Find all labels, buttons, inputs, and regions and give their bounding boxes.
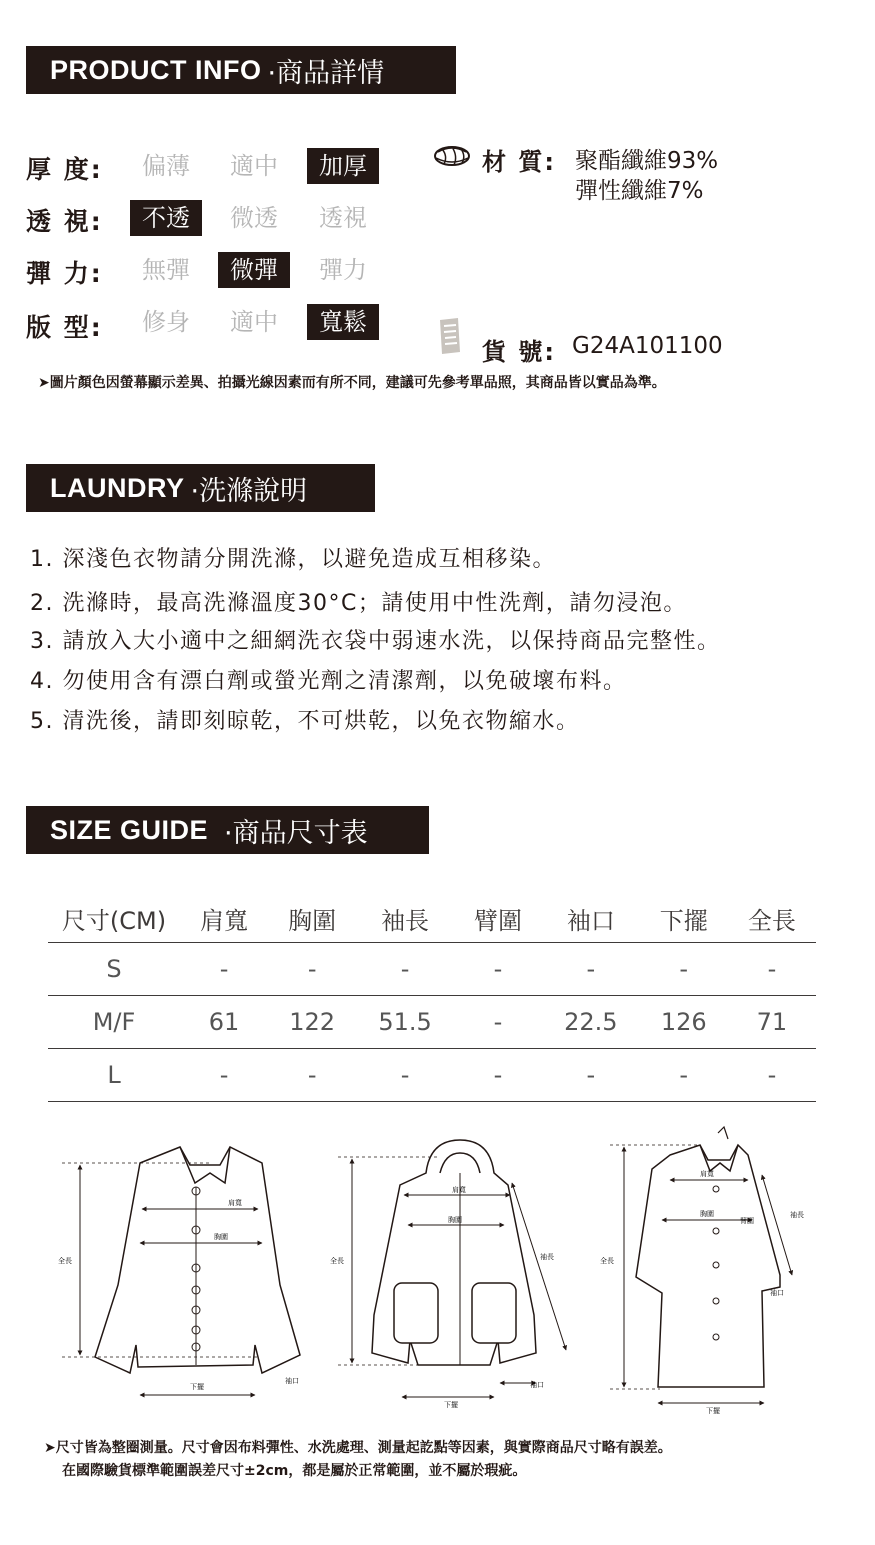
material-line-1: 聚酯纖維93%: [575, 148, 719, 174]
table-cell: -: [542, 943, 640, 996]
column-header: 下擺: [640, 894, 728, 943]
color-disclaimer: ➤圖片顏色因螢幕顯示差異、拍攝光線因素而有所不同，建議可先參考單品照，其商品皆以實品為準。: [38, 375, 666, 391]
tag-icon: [436, 316, 464, 356]
laundry-item: 5. 清洗後，請即刻晾乾，不可烘乾，以免衣物縮水。: [30, 709, 580, 734]
option-opaque: 不透: [130, 200, 202, 236]
option-slight-stretch: 微彈: [218, 252, 290, 288]
table-cell: 122: [268, 996, 356, 1049]
size-disclaimer-line-1: ➤尺寸皆為整圈測量。尺寸會因布料彈性、水洗處理、測量起訖點等因素，與實際商品尺寸略有誤差。: [44, 1440, 672, 1456]
label-shoulder: 肩寬: [228, 1199, 242, 1207]
attribute-label-fit: 版 型:: [26, 313, 103, 342]
size-cell: S: [48, 943, 180, 996]
laundry-item: 3. 請放入大小適中之細網洗衣袋中弱速水洗，以保持商品完整性。: [30, 629, 721, 654]
label-cuff: 袖口: [530, 1381, 544, 1389]
table-cell: -: [268, 1049, 356, 1102]
option-slightly-sheer: 微透: [230, 204, 278, 232]
sku-value: G24A101100: [572, 333, 723, 359]
table-cell: -: [454, 943, 542, 996]
column-header: 全長: [728, 894, 816, 943]
table-cell: -: [180, 1049, 268, 1102]
column-header: 袖長: [356, 894, 454, 943]
jacket-diagram: [58, 1147, 300, 1395]
label-length: 全長: [58, 1257, 72, 1265]
table-cell: 22.5: [542, 996, 640, 1049]
table-cell: -: [356, 943, 454, 996]
laundry-item: 4. 勿使用含有漂白劑或螢光劑之清潔劑，以免破壞布料。: [30, 669, 627, 694]
table-cell: -: [180, 943, 268, 996]
table-cell: 61: [180, 996, 268, 1049]
hoodie-diagram: [330, 1140, 566, 1409]
label-cuff: 袖口: [285, 1377, 299, 1385]
label-chest: 胸圍: [214, 1233, 228, 1241]
label-length: 全長: [600, 1257, 614, 1265]
option-loose: 寬鬆: [307, 304, 379, 340]
column-header: 臂圍: [454, 894, 542, 943]
laundry-header-en: LAUNDRY: [50, 472, 185, 503]
size-table: [48, 894, 816, 1102]
table-cell: -: [728, 943, 816, 996]
laundry-item: 2. 洗滌時，最高洗滌溫度30°C；請使用中性洗劑，請勿浸泡。: [30, 591, 687, 616]
table-cell: 51.5: [356, 996, 454, 1049]
table-cell: 126: [640, 996, 728, 1049]
label-hem: 下擺: [190, 1383, 204, 1391]
product-info-header: [26, 46, 456, 94]
label-chest: 胸圍: [448, 1216, 462, 1224]
material-label: 材 質:: [482, 148, 556, 176]
size-cell: L: [48, 1049, 180, 1102]
label-length: 全長: [330, 1257, 344, 1265]
label-cuff: 袖口: [770, 1289, 784, 1297]
table-cell: -: [728, 1049, 816, 1102]
dress-diagram: [600, 1127, 804, 1415]
label-sleeve: 袖長: [790, 1211, 804, 1219]
product-info-header-en: PRODUCT INFO: [50, 54, 262, 85]
attribute-label-sheerness: 透 視:: [26, 207, 103, 236]
label-hem: 下擺: [444, 1401, 458, 1409]
table-cell: -: [640, 1049, 728, 1102]
table-cell: -: [640, 943, 728, 996]
attribute-label-elasticity: 彈 力:: [26, 259, 103, 288]
laundry-item: 1. 深淺色衣物請分開洗滌，以避免造成互相移染。: [30, 547, 556, 572]
label-shoulder: 肩寬: [452, 1186, 466, 1194]
table-row: [48, 996, 816, 1049]
option-thick: 加厚: [307, 148, 379, 184]
column-header: 肩寬: [180, 894, 268, 943]
size-guide-header: [26, 806, 429, 854]
table-row: [48, 943, 816, 996]
column-header: 尺寸(CM): [48, 894, 180, 943]
yarn-icon: [430, 142, 474, 170]
label-shoulder: 肩寬: [700, 1170, 714, 1178]
sku-label: 貨 號:: [482, 338, 556, 366]
size-table-header-row: [48, 894, 816, 943]
label-chest: 胸圍: [700, 1210, 714, 1218]
table-row: [48, 1049, 816, 1102]
option-thin: 偏薄: [142, 152, 190, 180]
option-slim: 修身: [142, 308, 190, 336]
laundry-header-zh: ·洗滌說明: [190, 475, 308, 507]
table-cell: 71: [728, 996, 816, 1049]
label-sleeve: 袖長: [540, 1253, 554, 1261]
option-stretch: 彈力: [319, 256, 367, 284]
option-sheer: 透視: [319, 204, 367, 232]
size-disclaimer-line-2: 在國際驗貨標準範圍誤差尺寸±2cm，都是屬於正常範圍，並不屬於瑕疵。: [62, 1463, 527, 1479]
option-medium: 適中: [230, 152, 278, 180]
table-cell: -: [542, 1049, 640, 1102]
table-cell: -: [356, 1049, 454, 1102]
column-header: 胸圍: [268, 894, 356, 943]
material-line-2: 彈性纖維7%: [575, 178, 704, 204]
laundry-header: [26, 464, 375, 512]
size-cell: M/F: [48, 996, 180, 1049]
size-guide-header-en: SIZE GUIDE: [50, 814, 209, 845]
table-cell: -: [454, 996, 542, 1049]
product-info-header-zh: ·商品詳情: [267, 57, 385, 89]
label-arm: 臂圍: [740, 1217, 754, 1225]
label-hem: 下擺: [706, 1407, 720, 1415]
option-regular: 適中: [230, 308, 278, 336]
column-header: 袖口: [542, 894, 640, 943]
attribute-label-thickness: 厚 度:: [26, 155, 103, 184]
measurement-diagrams: [0, 1125, 875, 1425]
option-no-stretch: 無彈: [142, 256, 190, 284]
table-cell: -: [268, 943, 356, 996]
table-cell: -: [454, 1049, 542, 1102]
size-guide-header-zh: ·商品尺寸表: [224, 817, 368, 849]
